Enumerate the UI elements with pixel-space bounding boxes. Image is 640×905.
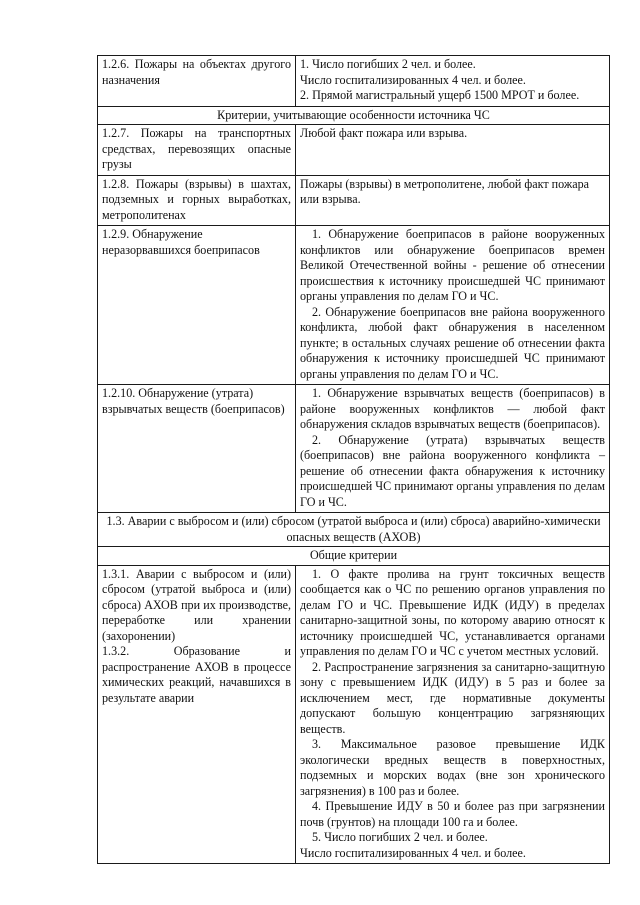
- criteria-label-item: 1.3.1. Аварии с выбросом и (или) сбросом (утратой выброса и (или) сброса) АХОВ при их производстве, переработке или хранении (захоронении): [102, 566, 291, 643]
- table-row: [98, 175, 610, 226]
- criteria-item: 5. Число погибших 2 чел. и более.: [312, 830, 488, 844]
- criteria-item: 2. Распространение загрязнения за санитарно-защитную зону с превышением ИДК (ИДУ) в 5 раз и более за исключением мест, где нормативные документы допускают большую концентрацию загрязняющих веществ.: [300, 659, 605, 736]
- row-criteria: [296, 565, 610, 864]
- criteria-item: Любой факт пожара или взрыва.: [300, 126, 468, 140]
- section-heading-source: Критерии, учитывающие особенности источника ЧС: [98, 106, 610, 125]
- row-label: 1.2.7. Пожары на транспортных средствах, перевозящих опасные грузы: [98, 125, 296, 176]
- criteria-table: [97, 55, 610, 864]
- row-criteria: [296, 175, 610, 226]
- section-heading-ahov: 1.3. Аварии с выбросом и (или) сбросом (утратой выброса и (или) сброса) аварийно-химически опасных веществ (АХОВ): [98, 513, 610, 547]
- criteria-item: 2. Обнаружение боеприпасов вне района вооруженного конфликта, любой факт обнаружения в населенном пункте; в остальных случаях решение об отнесении факта обнаружения к источнику происшедшей ЧС принимают органы управления по делам ГО и ЧС.: [300, 304, 605, 381]
- criteria-item: 1. О факте пролива на грунт токсичных веществ сообщается как о ЧС по решению органов управления по делам ГО и ЧС. Превышение ИДК (ИДУ) в пределах санитарно-защитной зоны, по которому аварию относят к источнику происшедшей ЧС, устанавливается органами управления по делам ГО и ЧС с учетом местных условий.: [300, 566, 605, 658]
- row-label: 1.2.9. Обнаружение неразорвавшихся боеприпасов: [98, 226, 296, 385]
- criteria-item: 2. Обнаружение (утрата) взрывчатых веществ (боеприпасов) вне района вооруженного конфликта – решение об отнесении факта обнаружения к источнику происшедшей ЧС принимают органы управления по делам ГО и ЧС.: [300, 432, 605, 509]
- row-label: 1.2.8. Пожары (взрывы) в шахтах, подземных и горных выработках, метрополитенах: [98, 175, 296, 226]
- criteria-item: Число госпитализированных 4 чел. и более.: [300, 845, 526, 860]
- criteria-item: 2. Прямой магистральный ущерб 1500 МРОТ и более.: [300, 88, 580, 102]
- criteria-item: 1. Число погибших 2 чел. и более.: [300, 57, 476, 71]
- row-criteria: [296, 226, 610, 385]
- row-label: 1.2.6. Пожары на объектах другого назначения: [98, 56, 296, 107]
- row-criteria: [296, 125, 610, 176]
- criteria-item: Пожары (взрывы) в метрополитене, любой факт пожара или взрыва.: [300, 176, 590, 206]
- row-criteria: [296, 385, 610, 513]
- criteria-item: 4. Превышение ИДУ в 50 и более раз при загрязнении почв (грунтов) на площади 100 га и более.: [300, 799, 605, 829]
- row-label: 1.2.10. Обнаружение (утрата) взрывчатых веществ (боеприпасов): [98, 385, 296, 513]
- criteria-item: 3. Максимальное разовое превышение ИДК экологически вредных веществ в поверхностных, подземных и морских водах (вне зон хронического загрязнения) в 100 раз и более.: [300, 737, 605, 798]
- table-row: [98, 125, 610, 176]
- criteria-item: 1. Обнаружение боеприпасов в районе вооруженных конфликтов или обнаружение боеприпасов времен Великой Отечественной войны - решение об отнесении происшествия к источнику происшедшей ЧС принимают органы управления по делам ГО и ЧС.: [300, 227, 605, 303]
- criteria-label-item: 1.3.2. Образование и распространение АХОВ в процессе химических реакций, начавшихся в результате аварии: [102, 644, 291, 705]
- section-header-row: [98, 513, 610, 547]
- table-row: [98, 565, 610, 864]
- criteria-item: 1. Обнаружение взрывчатых веществ (боеприпасов) в районе вооруженных конфликтов — любой факт обнаружения складов взрывчатых веществ (боеприпасов).: [300, 386, 605, 431]
- section-heading-general: Общие критерии: [98, 547, 610, 566]
- row-criteria: [296, 56, 610, 107]
- table-row: [98, 56, 610, 107]
- table-row: [98, 226, 610, 385]
- criteria-item: Число госпитализированных 4 чел. и более.: [300, 72, 526, 87]
- table-row: [98, 385, 610, 513]
- section-header-row: [98, 547, 610, 566]
- section-header-row: [98, 106, 610, 125]
- row-label: [98, 565, 296, 864]
